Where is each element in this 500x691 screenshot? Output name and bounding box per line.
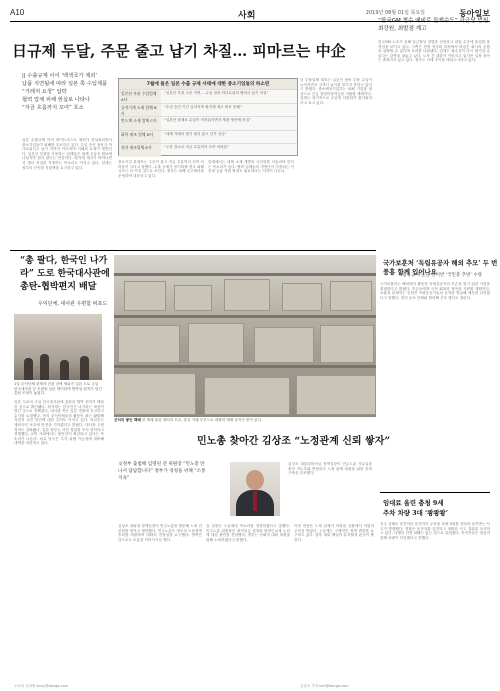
parcel-pile: [254, 327, 314, 363]
story1-body-col4: 한 부품업체 대표는 일본산 장비 부품 수입이 늦어지면서 고객사 납기를 맞추지 못하고 있다고 밝혔다. 중소벤처기업부는 피해 기업을 대상으로 긴급 경영안정자금을 지원할 계획이다. 업계는 장기적으로 공급망 다변화가 불가피하다고 보고 있다.: [300, 78, 372, 105]
person-figure: [40, 354, 49, 380]
conveyor-line: [114, 273, 376, 276]
story2-body: 일본 도쿄의 주일 한국대사관에 총탄과 협박 편지가 배달된 것으로 확인됐다. 편지에는 한국인은 나가라는 내용이 담긴 것으로 전해졌다. 대사관 측은 일본 경찰에 신고하고 수사를 요청했다. 현지 우익단체들의 활동이 최근 활발해지면서 교민 안전에 대한 우려도 커지고 있다. 외교부는 재외국민 보호에 만전을 기하겠다고 밝혔다. 대사관 주변 경비도 강화됐다. 일본 정부는 사건 경위를 조사 중이라고 설명했다. 교민 사회에서는 불안감이 확산되고 있다는 목소리가 나온다. 외교 당국은 추가 위협 가능성에 대비해 대책을 마련하고 있다.: [14, 400, 104, 446]
story3-quote: 文정부 출범해 임명된 전 위원장 “민노총 만나서 답답합니다” 정부가 경청을 위해 “소통 지속”: [118, 462, 206, 481]
story3-body-col3: 이번 만남은 노정 관계가 악화된 상황에서 이뤄져 주목을 받았다. 노동계는 구체적인 정책 변화를 요구하고 있다. 향후 대화 채널이 유지될지 관심이 쏠린다.: [294, 524, 374, 542]
story3-body-col1: 김상조 청와대 정책실장이 민주노총을 방문해 노정 간 신뢰를 쌓자고 제안했다. 민주노총은 정부의 노동정책 후퇴를 비판하며 대화의 진정성을 요구했다. 양측은 앞으로도 소통을 이어가기로 했다.: [118, 524, 202, 542]
story3-headline: 민노총 찾아간 김상조 “노정관계 신뢰 쌓자”: [197, 436, 391, 447]
story1-body-col1: 일본 수출규제 이어 화이트리스트 제외가 현실화되면서 중소기업들이 피해를 호소하고 있다. 수입 승인 절차가 까다로워지고 납기 지연이 이어지며 거래처 요청이 빗발친다. 일본산 부품을 사용하는 업체들은 대체 공급선 확보에 나섰지만 쉽지 않다는 반응이다. 원자재 재고가 바닥나면서 생산 차질을 걱정하는 목소리도 커지고 있다. 업계는 정부의 신속한 지원책을 요구하고 있다.: [22, 138, 112, 170]
portrait-head: [246, 470, 264, 490]
parcel-pile: [282, 283, 322, 311]
right-divider: [380, 492, 490, 493]
parcel-pile: [330, 281, 372, 311]
story2-subhead: 우익단체, 대사관 우편함 퍼포드: [38, 301, 108, 307]
table-key: 화학 제조 업체 D사: [119, 131, 161, 144]
conveyor-line: [114, 365, 376, 368]
table-value: “일본산 원재료 수입이 어려워지면서 제품 생산에 차질”: [164, 118, 251, 122]
right-headline-1: 국가보훈처 ‘독립유공자 해외 추모’ 두 번 풍흥 함께 입어나요: [383, 259, 498, 276]
table-value: “대체 거래처 찾기 쉽지 않고 단가 상승”: [164, 131, 227, 136]
person-figure: [24, 358, 33, 380]
parcel-pile: [320, 325, 374, 363]
story3-body-col2: 김 실장은 노동계의 목소리를 경청하겠다고 말했다. 민주노총 위원장은 최저임금 결정과 탄력근로제 논의에 대한 불만을 전달했다. 정부는 사회적 대화 복원을 위해 노력하겠다고 밝혔다.: [206, 524, 290, 542]
table-row: [119, 130, 297, 144]
right-top-headline: “한국GM 철수 예비로 들썩수도” 각급당 법원 최강원, 최발점 계고: [378, 18, 489, 32]
byline-left: 도로의 특파원 kimy@donga.com: [14, 684, 69, 688]
right-headline-3: 주차 차량 3대 ‘쾅쾅쾅’: [383, 509, 448, 517]
table-caption: 7월에 들은 일본 수출 규제 사태에 대한 중소기업들의 하소연: [119, 79, 297, 89]
conveyor-line: [114, 315, 376, 318]
right-top-body: 한국GM 노조가 올해 임금협상 결렬을 선언하고 파업 수순에 돌입할 움직임을 보이고 있다. 사측은 경영 정상화 과정에서 파업은 회사의 존립을 위협할 수 있다며 우려를 나타냈다. 업계는 철수설이 다시 불거질 수 있다는 관측을 내놓고 있다. 노사 간 대화가 이어지고 있지만 입장 차이는 좁혀지지 않고 있다. 정부도 사태 추이를 예의주시하고 있다.: [378, 40, 490, 63]
story1-body-col3: 업계에서는 대체 소재 개발과 국산화를 서둘러야 한다는 목소리가 높다. 협력 업체들의 경영난이 가중되는 가운데 금융 지원 확대도 필요하다는 지적이 나온다.: [208, 160, 294, 174]
person-figure: [60, 360, 69, 380]
issue-date: 2019년 08월 01일 목요일: [365, 10, 425, 16]
warehouse-photo: [114, 255, 376, 417]
main-headline: 日규제 두달, 주문 줄고 납기 차질… 피마르는 中企: [12, 42, 346, 60]
story1-subheads: [22, 72, 114, 112]
table-value: “일본산 부품 주문 지연… 수입 절차 까다로워져 협력사 납기 차질”: [164, 91, 269, 95]
section-title: 사회: [238, 11, 256, 21]
table-key: 반도체 소재 업체 C사: [119, 117, 161, 130]
caption-label: 산더미 쌓인 택배: [114, 418, 141, 422]
subhead-1: || 수출규제 이어 ‘백색국가 제외’: [22, 73, 98, 79]
table-key: 일본산 부품 수입업체 A사: [119, 90, 161, 103]
right-subhead-1: 독립유공 후손들 연미반 ‘국민총 추방’ 수량: [398, 273, 482, 278]
subhead-4: “자금 흐름까지 꼬여” 호소: [22, 105, 84, 111]
story1-body-col2: 중소기업 관계자는 주문이 줄고 자금 흐름까지 꼬여 어려움이 크다고 말했다. 수출 규제가 장기화될 경우 피해 규모는 더 커질 것으로 보인다. 정부는 피해 신고센터를 운영하며 대응하고 있다.: [118, 160, 204, 178]
table-value: “수입 승인 기간 길어지며 원자재 재고 확보 못해”: [164, 104, 242, 109]
parcel-pile: [124, 281, 166, 311]
warehouse-photo-caption: [114, 418, 376, 423]
parcel-pile: [188, 323, 244, 363]
portrait-tie: [253, 491, 257, 511]
right-headline-2: 임대료 올린 충청 9세: [383, 499, 444, 507]
parcel-pile: [224, 279, 270, 311]
story2-headline: “총 팔다, 한국인 나가라” 도로 한국대사관에 총탄-협박편지 배달: [20, 256, 110, 292]
parcel-pile: [118, 325, 180, 363]
table-row: [119, 116, 297, 130]
table-row: [119, 89, 297, 103]
table-row: [119, 103, 297, 117]
section-divider: [10, 250, 376, 251]
portrait-caption: 김상조 대통령비서실 정책실장이 민주노총 사무실을 찾아 지도부와 면담하고 노정 관계 복원을 위한 신뢰 구축을 강조했다.: [288, 462, 372, 476]
embassy-photo: [14, 314, 102, 380]
kim-portrait: [230, 462, 280, 516]
table-row: [119, 143, 297, 157]
byline-right: 김상조 기자 kim@donga.com: [300, 684, 349, 688]
person-figure: [80, 356, 89, 380]
subhead-2: 납품 지연됨에 따라 일본 쪽 수입제품 “거래처 요청” 압박: [22, 81, 108, 95]
table-value: “주문 감소로 자금 흐름까지 꼬여 어려움”: [164, 145, 229, 149]
parcel-pile: [296, 375, 376, 415]
subhead-3: 협력 업체 피해 현실로 나타나: [22, 97, 91, 103]
caption-text: 한 택배 물류 센터의 모습. 물류 거래 부진으로 대량의 택배 상자가 쌓여 있다.: [141, 418, 263, 422]
table-key: 공작기계 소재 업체 B사: [119, 104, 161, 117]
parcel-pile: [174, 285, 212, 311]
page-number: A10: [10, 8, 25, 17]
right-lower-body-2: 음주 상태로 운전하던 운전자가 주차된 차량 3대를 잇따라 들이받는 사고가 발생했다. 경찰은 운전자를 입건하고 정확한 사고 경위를 조사하고 있다. 다행히 인명 피해는 없는 것으로 알려졌다. 목격자들은 굉음과 함께 차량이 부딪혔다고 전했다.: [380, 522, 490, 540]
right-lower-body-1: 국가보훈처는 해외에서 활동한 독립유공자의 후손을 찾기 위한 사업을 확대한다고 밝혔다. 후손들에게 국적 회복과 정착을 지원할 계획이다. 보훈처 관계자는 잊혀진 독립운동가들의 공적을 발굴해 예우를 다하겠다고 말했다. 현지 동포 단체와 협력해 추모 행사도 열린다.: [380, 282, 490, 300]
parcel-pile: [114, 373, 196, 415]
parcel-pile: [204, 377, 290, 415]
table-key: 전자 제조업체 E사: [119, 144, 161, 157]
complaints-table: [118, 78, 298, 156]
masthead: 동아일보: [459, 9, 490, 18]
embassy-photo-caption: 1일 우익단체 관계자 건물 앞에 세워진 일본 도로 주일 한국대사관 앞 우편함 실린 테이블에 협박성 편지가 담긴 총탄 모형이 놓였다.: [14, 382, 102, 395]
